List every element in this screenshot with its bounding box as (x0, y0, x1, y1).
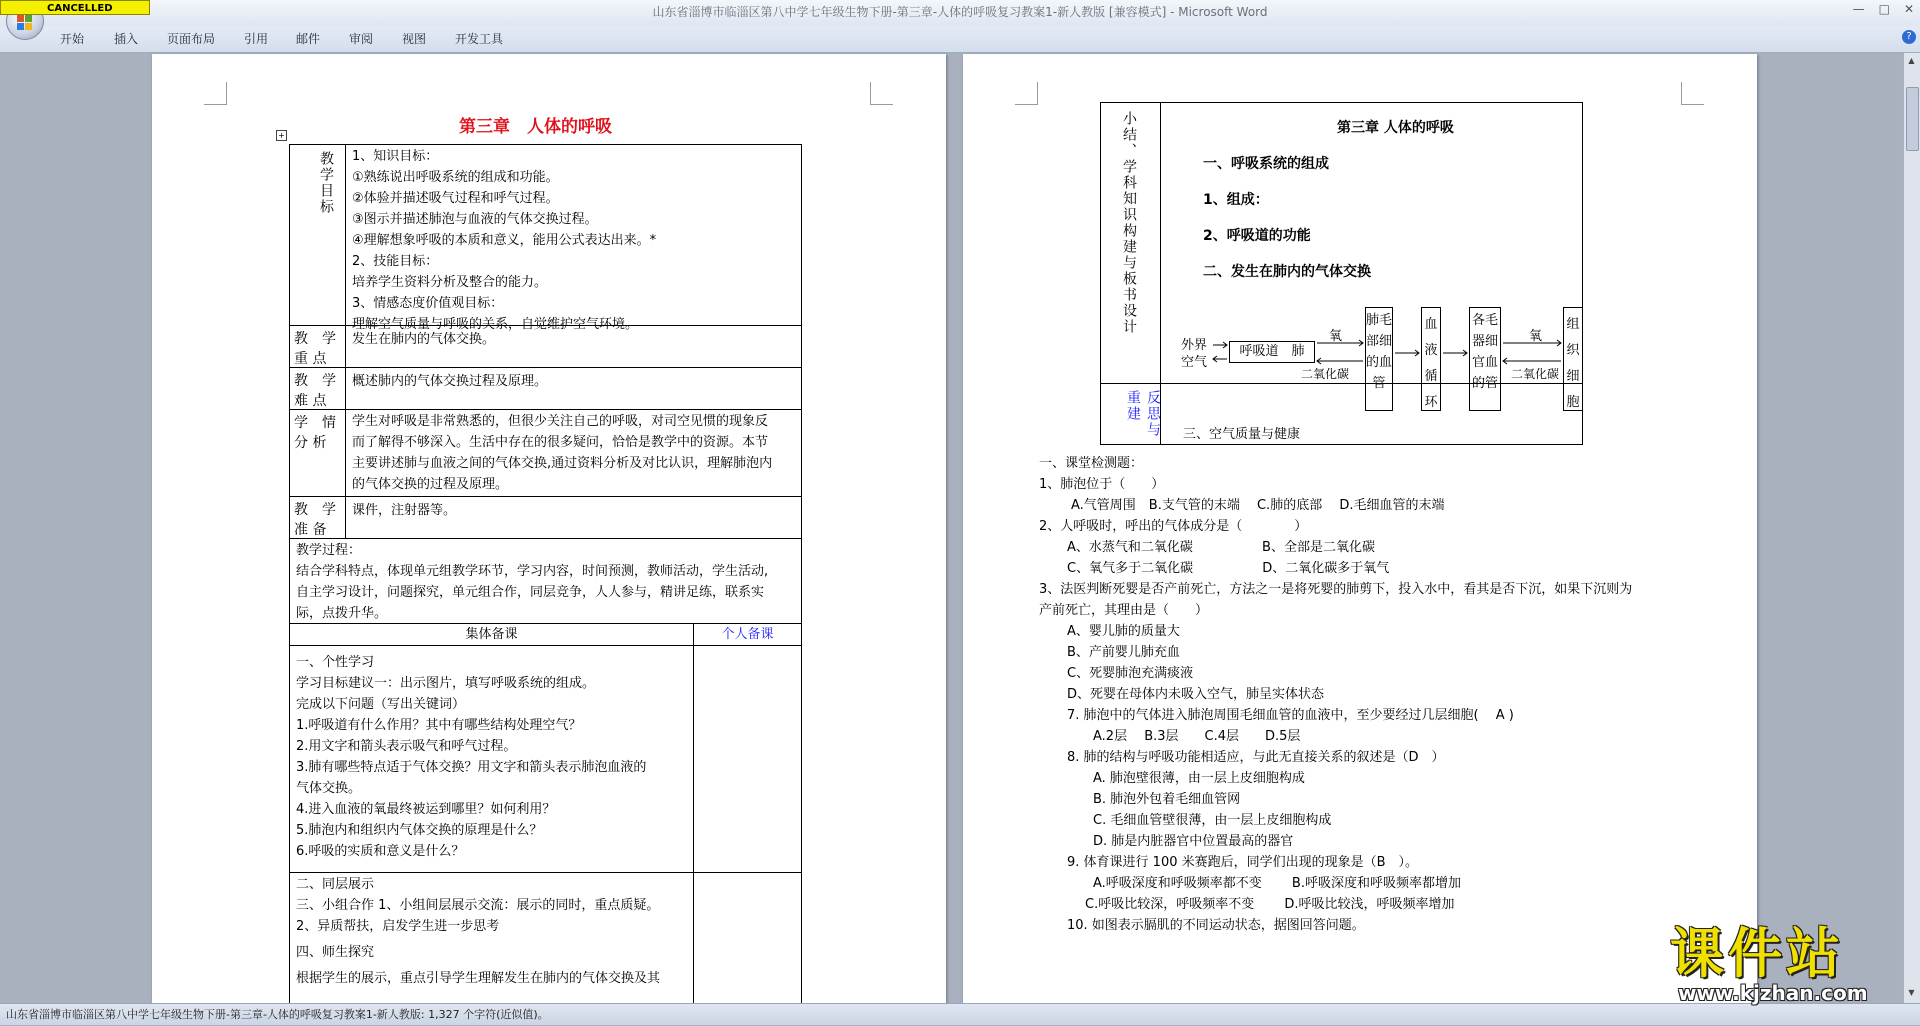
quiz-line: 2、人呼吸时，呼出的气体成分是（ ） (1039, 519, 1308, 534)
quiz-line: 7. 肺泡中的气体进入肺泡周围毛细血管的血液中，至少要经过几层细胞( A ) (1067, 708, 1514, 723)
quiz-line: D. 肺是内脏器官中位置最高的器官 (1093, 834, 1294, 849)
close-button[interactable]: ✕ (1903, 2, 1914, 16)
office-logo-icon (25, 23, 32, 30)
quiz-line: A.气管周围 B.支气管的末端 C.肺的底部 D.毛细血管的末端 (1071, 498, 1445, 513)
quiz-line: 10. 如图表示膈肌的不同运动状态，据图回答问题。 (1067, 918, 1365, 933)
quiz-line: 8. 肺的结构与呼吸功能相适应，与此无直接关系的叙述是（D ） (1067, 750, 1445, 765)
quiz-line: B. 肺泡外包着毛细血管网 (1093, 792, 1241, 807)
office-logo-icon (17, 23, 24, 30)
difficulty-cell (345, 367, 802, 410)
watermark-url: www.kjzhan.com (1678, 981, 1868, 1005)
group-display-cell (289, 872, 694, 1003)
window-controls (1853, 2, 1914, 16)
goals-line: 3、情感态度价值观目标： (352, 296, 504, 311)
co2-label: 二氧化碳 (1301, 367, 1350, 381)
prep-label: 准 备 (294, 522, 327, 538)
prep-cell (345, 496, 802, 539)
quiz-line: C. 毛细血管壁很薄，由一层上皮细胞构成 (1093, 813, 1332, 828)
scroll-up-icon[interactable]: ▲ (1908, 56, 1915, 65)
personal-prep-header (693, 623, 802, 646)
goals-line: 培养学生资料分析及整合的能力。 (352, 275, 548, 290)
key-point-label-cell (289, 325, 346, 368)
alveolar-capillary-box: 肺毛部细的血管 (1365, 307, 1393, 411)
tissue-cell-box: 组织细胞 (1563, 307, 1583, 411)
goals-label-cell (289, 144, 346, 326)
display-line: 根据学生的展示，重点引导学生理解发生在肺内的气体交换及其 (296, 971, 661, 986)
study-line: 学习目标建议一：出示图片，填写呼吸系统的组成。 (296, 676, 596, 691)
quiz-line: 产前死亡，其理由是（ ） (1039, 603, 1209, 618)
display-line: 三、小组合作 1、小组间层展示交流：展示的同时，重点质疑。 (296, 898, 660, 913)
process-line: 自主学习设计，问题探究，单元组合作，同层竞争，人人参与，精讲足练，联系实 (296, 585, 765, 600)
chapter-title: 第三章 人体的呼吸 (459, 117, 612, 137)
tab-mailings[interactable]: 邮件 (296, 32, 321, 46)
ribbon-tabs (0, 26, 1920, 53)
prep-text: 课件，注射器等。 (352, 503, 457, 518)
crop-mark (1681, 82, 1704, 105)
analysis-label: 分 析 (294, 435, 327, 451)
goals-line: ③图示并描述肺泡与血液的气体交换过程。 (352, 212, 598, 227)
analysis-label: 学 情 (294, 415, 336, 431)
study-line: 3.肺有哪些特点适于气体交换？用文字和箭头表示肺泡血液的 (296, 760, 647, 775)
quiz-line: C、死婴肺泡充满痰液 (1067, 666, 1194, 681)
co2-label: 二氧化碳 (1511, 367, 1560, 381)
document-page-left[interactable] (152, 54, 946, 1003)
airway-lung-box: 呼吸道 肺 (1229, 341, 1315, 363)
quiz-line: 1、肺泡位于（ ） (1039, 477, 1165, 492)
group-prep-header-text: 集体备课 (465, 627, 518, 642)
vertical-scrollbar[interactable] (1903, 53, 1920, 1003)
summary-heading: 1、组成： (1203, 192, 1269, 208)
oxygen-label: 氧 (1529, 329, 1543, 344)
oxygen-label: 氧 (1329, 329, 1343, 344)
study-line: 气体交换。 (296, 781, 362, 796)
quiz-line: A. 肺泡壁很薄，由一层上皮细胞构成 (1093, 771, 1305, 786)
analysis-cell (345, 409, 802, 497)
quiz-line: C.呼吸比较深，呼吸频率不变 D.呼吸比较浅，呼吸频率增加 (1085, 897, 1455, 912)
crop-mark (204, 82, 227, 105)
key-point-label: 教 学 (294, 331, 336, 347)
goals-line: ①熟练说出呼吸系统的组成和功能。 (352, 170, 559, 185)
tab-insert[interactable]: 插入 (114, 32, 139, 46)
analysis-line: 主要讲述肺与血液之间的气体交换,通过资料分析及对比认识，理解肺泡内 (352, 456, 773, 471)
quiz-line: A、水蒸气和二氧化碳 B、全部是二氧化碳 (1067, 540, 1375, 555)
quiz-title: 一、课堂检测题： (1039, 456, 1144, 471)
key-point-cell (345, 325, 802, 368)
scroll-down-icon[interactable]: ▼ (1908, 988, 1915, 997)
status-text: 山东省淄博市临淄区第八中学七年级生物下册-第三章-人体的呼吸复习教案1-新人教版: 1,327 个字符(近似值)。 (6, 1008, 549, 1021)
summary-label: 小结、学科知识构建与板书设计 (1121, 111, 1137, 335)
kjzhan-watermark (1670, 922, 1900, 1005)
tab-page-layout[interactable]: 页面布局 (167, 32, 216, 46)
organ-capillary-box: 各毛器细官血的管 (1469, 307, 1501, 411)
quiz-line: B、产前婴儿肺充血 (1067, 645, 1180, 660)
group-prep-header (289, 623, 694, 646)
difficulty-label-cell (289, 367, 346, 410)
title-bar (0, 0, 1920, 26)
reflection-label: 反思与重建 (1125, 390, 1161, 438)
personal-notes-cell[interactable] (693, 645, 802, 873)
table-move-handle-icon[interactable]: + (276, 130, 287, 141)
office-logo-icon (17, 15, 24, 22)
goals-line: ②体验并描述吸气过程和呼气过程。 (352, 191, 559, 206)
maximize-button[interactable]: □ (1878, 2, 1890, 16)
quiz-line: A.呼吸深度和呼吸频率都不变 B.呼吸深度和呼吸频率都增加 (1093, 876, 1461, 891)
office-logo-icon (25, 15, 32, 22)
difficulty-label: 难 点 (294, 393, 327, 409)
goals-line: 2、技能目标： (352, 254, 439, 269)
study-line: 4.进入血液的氧最终被运到哪里？如何利用？ (296, 802, 556, 817)
goals-cell (345, 144, 802, 332)
personal-prep-header-text: 个人备课 (721, 627, 774, 642)
reflection-label-cell (1100, 383, 1161, 445)
document-page-right[interactable] (963, 54, 1757, 1003)
cancelled-badge: CANCELLED (0, 0, 150, 15)
key-point-label: 重 点 (294, 351, 327, 367)
process-cell (289, 538, 802, 624)
process-line: 际，点拨升华。 (296, 606, 388, 621)
scroll-thumb[interactable] (1906, 87, 1919, 151)
individual-study-cell (289, 645, 694, 873)
help-icon[interactable]: ? (1902, 30, 1916, 44)
reflection-cell[interactable] (1160, 383, 1583, 445)
analysis-line: 学生对呼吸是非常熟悉的，但很少关注自己的呼吸，对司空见惯的现象反 (352, 414, 769, 429)
prep-label-cell (289, 496, 346, 539)
tab-review[interactable]: 审阅 (349, 32, 374, 46)
watermark-text: 课件站 (1670, 922, 1844, 985)
study-line: 5.肺泡内和组织内气体交换的原理是什么？ (296, 823, 543, 838)
goals-line: ④理解想象呼吸的本质和意义，能用公式表达出来。* (352, 233, 657, 248)
quiz-line: D、死婴在母体内未吸入空气，肺呈实体状态 (1067, 687, 1325, 702)
crop-mark (1015, 82, 1038, 105)
process-line: 教学过程： (296, 543, 362, 558)
prep-label: 教 学 (294, 502, 336, 518)
summary-label-cell (1100, 102, 1161, 384)
display-line: 二、同层展示 (296, 877, 375, 892)
display-line: 2、异质帮扶，启发学生进一步思考 (296, 919, 500, 934)
summary-heading: 二、发生在肺内的气体交换 (1203, 264, 1371, 280)
difficulty-text: 概述肺内的气体交换过程及原理。 (352, 374, 548, 389)
study-line: 6.呼吸的实质和意义是什么？ (296, 844, 465, 859)
personal-notes-cell-2[interactable] (693, 872, 802, 1003)
window-title: 山东省淄博市临淄区第八中学七年级生物下册-第三章-人体的呼吸复习教案1-新人教版 [兼容模式] - Microsoft Word (652, 5, 1268, 19)
tab-references[interactable]: 引用 (244, 32, 269, 46)
study-line: 1.呼吸道有什么作用？其中有哪些结构处理空气？ (296, 718, 582, 733)
quiz-line: C、氧气多于二氧化碳 D、二氧化碳多于氧气 (1067, 561, 1390, 576)
goals-label: 教学目标 (318, 151, 334, 215)
display-line: 四、师生探究 (296, 945, 375, 960)
summary-heading: 2、呼吸道的功能 (1203, 228, 1311, 244)
blood-circulation-box: 血液循环 (1421, 307, 1441, 411)
quiz-line: 9. 体育课进行 100 米赛跑后，同学们出现的现象是（B ）。 (1067, 855, 1419, 870)
goals-line: 1、知识目标： (352, 149, 439, 164)
quiz-line: A、婴儿肺的质量大 (1067, 624, 1180, 639)
key-point-text: 发生在肺内的气体交换。 (352, 332, 496, 347)
goals-line: 理解空气质量与呼吸的关系，自觉维护空气环境。 (352, 317, 639, 332)
analysis-line: 的气体交换的过程及原理。 (352, 477, 509, 492)
minimize-button[interactable]: — (1852, 2, 1865, 16)
study-line: 完成以下问题（写出关键词） (296, 697, 466, 712)
summary-heading: 三、空气质量与健康 (1183, 427, 1301, 442)
summary-title: 第三章 人体的呼吸 (1337, 120, 1454, 136)
quiz-line: 3、法医判断死婴是否产前死亡，方法之一是将死婴的肺剪下，投入水中，看其是否下沉，如果下沉则为 (1039, 582, 1633, 597)
status-bar (0, 1003, 1920, 1025)
summary-heading: 一、呼吸系统的组成 (1203, 156, 1329, 172)
analysis-label-cell (289, 409, 346, 497)
outside-air-label: 外界空气 (1181, 338, 1208, 370)
analysis-line: 而了解得不够深入。生活中存在的很多疑问，恰恰是教学中的资源。本节 (352, 435, 769, 450)
summary-cell (1160, 102, 1583, 442)
tab-view[interactable]: 视图 (402, 32, 427, 46)
process-line: 结合学科特点，体现单元组教学环节，学习内容，时间预测，教师活动，学生活动, (296, 564, 769, 579)
crop-mark (870, 82, 893, 105)
study-line: 2.用文字和箭头表示吸气和呼气过程。 (296, 739, 517, 754)
difficulty-label: 教 学 (294, 373, 336, 389)
tab-developer[interactable]: 开发工具 (455, 32, 504, 46)
study-line: 一、个性学习 (296, 655, 375, 670)
tab-home[interactable]: 开始 (60, 32, 85, 46)
quiz-line: A.2层 B.3层 C.4层 D.5层 (1093, 729, 1301, 744)
